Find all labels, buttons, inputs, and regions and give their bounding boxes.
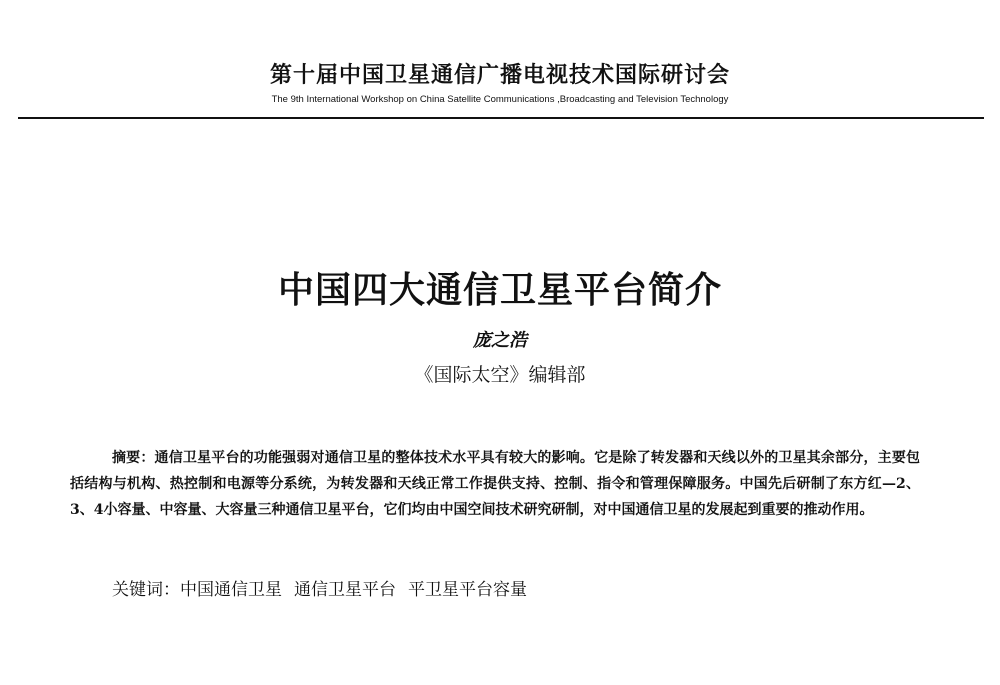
- abstract-text: 通信卫星平台的功能强弱对通信卫星的整体技术水平具有较大的影响。它是除了转发器和天线以外的卫星其余部分，主要包括结构与机构、热控制和电源等分系统，为转发器和天线正常工作提供支持、控制、指令和管理保障服务。中国先后研制了东方红—2、3、4小容量、中容量、大容量三种通信卫星平台，它们均由中国空间技术研究研制，对中国通信卫星的发展起到重要的推动作用。: [70, 450, 921, 518]
- keyword-item: 通信卫星平台: [294, 580, 396, 600]
- abstract-paragraph: [70, 445, 920, 523]
- author-name: 庞之浩: [473, 330, 527, 351]
- abstract-label: 摘要：: [112, 450, 155, 466]
- author-affiliation: 《国际太空》编辑部: [414, 364, 586, 386]
- conference-title: 第十届中国卫星通信广播电视技术国际研讨会: [269, 63, 730, 88]
- keyword-item: 中国通信卫星: [180, 580, 282, 600]
- keywords-label: 关键词：: [112, 580, 180, 600]
- conference-subtitle: The 9th International Workshop on China Satellite Communications ,Broadcasting and Television Technology: [271, 94, 729, 105]
- header-divider: [18, 117, 984, 119]
- keywords-line: [112, 575, 527, 600]
- keyword-item: 平卫星平台容量: [408, 580, 527, 600]
- paper-title: 中国四大通信卫星平台简介: [277, 270, 722, 311]
